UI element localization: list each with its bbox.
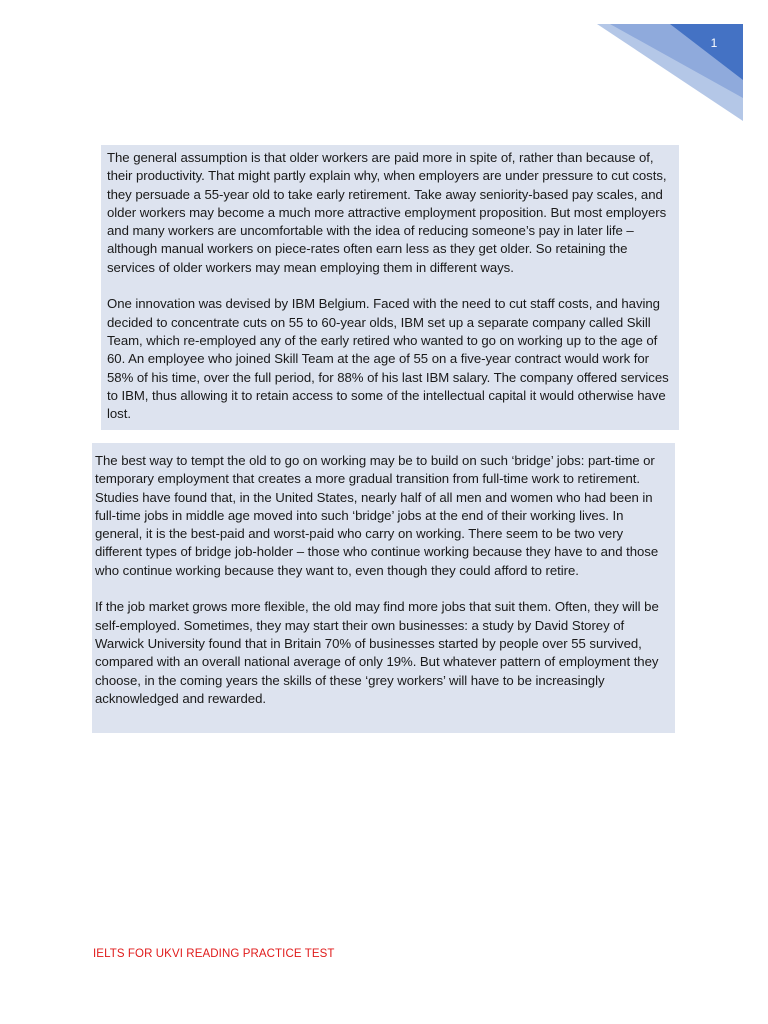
- paragraph-ibm-belgium: One innovation was devised by IBM Belgium. Faced with the need to cut staff costs, and having decided to concentrate cuts on 55 to 60-year olds, IBM set up a separate company called Skill Team, which re-employed any of the early retired who wanted to go on working up to the age of 60. An employee who joined Skill Team at the age of 55 on a five-year contract would work for 58% of his time, over the full period, for 88% of his last IBM salary. The company offered services to IBM, thus allowing it to retain access to some of the intellectual capital it would otherwise have lost.: [107, 296, 669, 422]
- page-number: 1: [710, 36, 718, 50]
- paragraph-job-market: If the job market grows more flexible, the old may find more jobs that suit them. Often, they will be self-employed. Sometimes, they may start their own businesses: a study by David Storey of Warwick University found that in Britain 70% of businesses started by people over 55 survived, compared with an overall national average of only 19%. But whatever pattern of employment they choose, in the coming years the skills of these ‘grey workers’ will have to be increasingly acknowledged and rewarded.: [95, 599, 659, 706]
- footer-title: IELTS FOR UKVI READING PRACTICE TEST: [93, 948, 335, 960]
- paragraph-assumption: The general assumption is that older workers are paid more in spite of, rather than because of, their productivity. That might partly explain why, when employers are under pressure to cut costs, they persuade a 55-year old to take early retirement. Take away seniority-based pay scales, and older workers may become a much more attractive employment proposition. But most employers and many workers are uncomfortable with the idea of reducing someone’s pay in later life – although manual workers on piece-rates often earn less as they get older. So retaining the services of older workers may mean employing them in different ways.: [107, 150, 667, 275]
- passage-box-2: [92, 443, 675, 733]
- header-corner-decoration: [0, 0, 768, 130]
- passage-box-1: [101, 145, 679, 430]
- paragraph-bridge-jobs: The best way to tempt the old to go on working may be to build on such ‘bridge’ jobs: part-time or temporary employment that creates a more gradual transition from full-time work to retirement. Studies have found that, in the United States, nearly half of all men and women who had been in full-time jobs in middle age moved into such ‘bridge’ jobs at the end of their working lives. In general, it is the best-paid and worst-paid who carry on working. There seem to be two very different types of bridge job-holder – those who continue working because they have to and those who continue working because they want to, even though they could afford to retire.: [95, 453, 659, 578]
